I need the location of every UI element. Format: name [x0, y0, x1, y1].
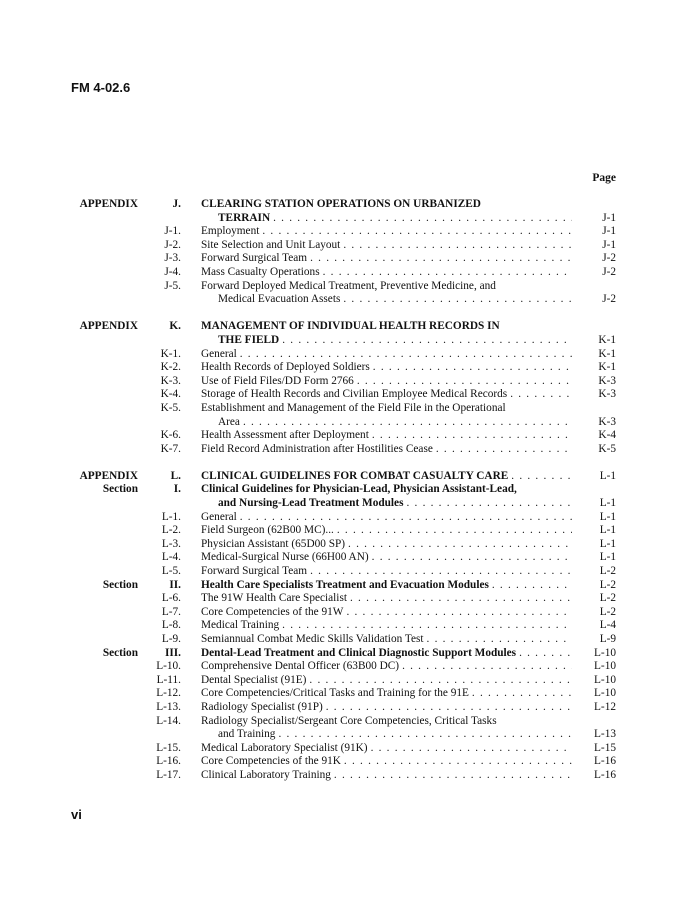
toc-entry-row [0, 375, 698, 389]
toc-title-text: Forward Surgical Team [201, 252, 308, 265]
toc-entry-title [218, 416, 572, 430]
toc-entry-number: L-7. [161, 605, 181, 618]
toc-entry-number: L-17. [156, 768, 181, 781]
toc-title-text: Establishment and Management of the Field File in the Operational [201, 401, 506, 414]
toc-entry-row [0, 742, 698, 756]
toc-title-text: THE FIELD [218, 333, 280, 346]
toc-entry-title [201, 388, 572, 402]
toc-title-text: Storage of Health Records and Civilian Employee Medical Records [201, 388, 508, 401]
toc-title-text: Medical Evacuation Assets [218, 293, 341, 306]
toc-entry-number: L-8. [161, 619, 181, 632]
toc-dot-leader [427, 633, 572, 647]
toc-title-text: Mass Casualty Operations [201, 265, 320, 278]
toc-entry-number: II. [169, 578, 181, 591]
toc-entry-number: III. [164, 646, 181, 659]
toc-title-text: Area [218, 415, 240, 428]
toc-entry-title [201, 769, 572, 783]
toc-dot-leader [519, 647, 572, 661]
toc-title-text: Physician Assistant (65D00 SP) [201, 537, 346, 550]
toc-page-ref: L-10 [594, 673, 616, 686]
toc-entry-title [201, 592, 572, 606]
toc-division-label: APPENDIX [79, 469, 138, 482]
toc-entry-number: K-2. [160, 361, 181, 374]
toc-heading-row [0, 470, 698, 484]
toc-title-text: CLEARING STATION OPERATIONS ON URBANIZED [201, 198, 481, 210]
toc-heading-row [0, 647, 698, 661]
toc-page-ref: K-1 [598, 361, 616, 374]
toc-entry-number: L-11. [156, 673, 181, 686]
toc-entry-number: L-1. [161, 510, 181, 523]
toc-page-ref: L-1 [599, 497, 616, 510]
toc-entry-title [201, 225, 572, 239]
toc-heading-row [0, 497, 698, 511]
toc-title-text: General [201, 510, 237, 523]
toc-heading-row [0, 334, 698, 348]
toc-title-text: Health Records of Deployed Soldiers [201, 361, 370, 374]
toc-title-text: Use of Field Files/DD Form 2766 [201, 374, 354, 387]
toc-title-text: Clinical Laboratory Training [201, 768, 331, 781]
toc-title-text: Core Competencies of the 91K [201, 755, 341, 768]
toc-dot-leader [240, 348, 572, 362]
toc-entry-row [0, 728, 698, 742]
toc-title-text: Dental Specialist (91E) [201, 673, 307, 686]
toc-entry-title [201, 551, 572, 565]
toc-dot-leader [334, 769, 572, 783]
toc-entry-row [0, 769, 698, 783]
toc-page-ref: J-1 [602, 238, 616, 251]
toc-page-ref: K-3 [598, 374, 616, 387]
toc-entry-row [0, 280, 698, 294]
toc-entry-row [0, 619, 698, 633]
toc-page-ref: L-1 [599, 510, 616, 523]
toc-page-ref: L-1 [599, 524, 616, 537]
toc-entry-title [201, 511, 572, 525]
toc-entry-title [201, 470, 572, 484]
toc-dot-leader [402, 660, 572, 674]
toc-page-ref: K-3 [598, 415, 616, 428]
toc-entry-row [0, 416, 698, 430]
toc-entry-title [201, 443, 572, 457]
toc-entry-row [0, 293, 698, 307]
toc-entry-row [0, 551, 698, 565]
toc-entry-row [0, 687, 698, 701]
toc-entry-number: L-2. [161, 524, 181, 537]
toc-dot-leader [323, 266, 572, 280]
toc-entry-title [201, 239, 572, 253]
toc-entry-title [201, 348, 572, 362]
toc-division-label: Section [102, 483, 138, 496]
toc-title-text: and Nursing-Lead Treatment Modules [218, 497, 404, 510]
toc-dot-leader [344, 755, 572, 769]
toc-title-text: MANAGEMENT OF INDIVIDUAL HEALTH RECORDS IN [201, 320, 500, 333]
toc-page-ref: L-16 [594, 755, 616, 768]
toc-page-ref: L-2 [599, 592, 616, 605]
toc-entry-number: L. [170, 469, 181, 482]
toc-page-ref: J-2 [602, 265, 616, 278]
toc-title-text: Employment [201, 225, 260, 238]
toc-entry-title [218, 497, 572, 511]
toc-page-ref: L-1 [599, 551, 616, 564]
page-number: vi [71, 807, 82, 822]
table-of-contents [0, 198, 698, 783]
toc-entry-number: J-3. [164, 252, 181, 265]
toc-entry-title [201, 524, 572, 538]
toc-title-text: Forward Deployed Medical Treatment, Preventive Medicine, and [201, 279, 496, 292]
toc-entry-number: L-4. [161, 551, 181, 564]
toc-entry-number: L-3. [161, 537, 181, 550]
toc-entry-number: L-6. [161, 592, 181, 605]
toc-entry-number: L-10. [156, 660, 181, 673]
toc-entry-row [0, 701, 698, 715]
toc-entry-row [0, 538, 698, 552]
toc-title-text: Radiology Specialist/Sergeant Core Competencies, Critical Tasks [201, 714, 497, 727]
toc-entry-row [0, 511, 698, 525]
toc-title-text: Medical Laboratory Specialist (91K) [201, 741, 368, 754]
toc-entry-row [0, 252, 698, 266]
toc-entry-number: L-15. [156, 741, 181, 754]
page-column-heading: Page [592, 172, 616, 184]
toc-entry-number: L-13. [156, 700, 181, 713]
toc-entry-row [0, 348, 698, 362]
toc-dot-leader [337, 524, 572, 538]
toc-page-ref: L-2 [599, 578, 616, 591]
toc-title-text: CLINICAL GUIDELINES FOR COMBAT CASUALTY CARE [201, 469, 509, 482]
toc-entry-row [0, 239, 698, 253]
toc-title-text: Site Selection and Unit Layout [201, 238, 341, 251]
toc-entry-title [201, 687, 572, 701]
toc-page-ref: L-2 [599, 565, 616, 578]
toc-division-label: APPENDIX [79, 320, 138, 333]
toc-page-ref: L-15 [594, 741, 616, 754]
toc-entry-title [201, 320, 572, 334]
toc-spacer [0, 456, 698, 470]
toc-entry-row [0, 361, 698, 375]
toc-dot-leader [472, 687, 572, 701]
toc-entry-number: K. [169, 320, 181, 333]
toc-entry-number: J. [172, 198, 181, 210]
toc-title-text: Comprehensive Dental Officer (63B00 DC) [201, 660, 400, 673]
toc-entry-title [201, 361, 572, 375]
toc-entry-title [201, 266, 572, 280]
toc-heading-row [0, 198, 698, 212]
toc-entry-number: L-9. [161, 633, 181, 645]
toc-dot-leader [262, 225, 572, 239]
toc-division-label: Section [102, 646, 138, 659]
toc-entry-number: L-14. [156, 714, 181, 727]
toc-dot-leader [373, 361, 572, 375]
toc-entry-title [201, 674, 572, 688]
toc-page-ref: J-1 [602, 211, 616, 224]
toc-entry-number: K-7. [160, 442, 181, 455]
toc-entry-title [201, 660, 572, 674]
toc-dot-leader [346, 606, 572, 620]
toc-entry-title [201, 252, 572, 266]
toc-entry-number: J-5. [164, 279, 181, 292]
toc-title-text: Semiannual Combat Medic Skills Validation Test [201, 633, 424, 645]
toc-entry-title [201, 538, 572, 552]
toc-dot-leader [510, 388, 572, 402]
toc-entry-number: J-1. [164, 225, 181, 238]
toc-page-ref: L-4 [599, 619, 616, 632]
toc-dot-leader [310, 565, 572, 579]
toc-entry-title [201, 633, 572, 647]
toc-entry-row [0, 266, 698, 280]
toc-entry-title [201, 715, 572, 729]
toc-dot-leader [436, 443, 572, 457]
toc-entry-number: K-3. [160, 374, 181, 387]
toc-page-ref: L-12 [594, 700, 616, 713]
toc-entry-row [0, 388, 698, 402]
toc-entry-title [201, 701, 572, 715]
toc-page-ref: K-1 [598, 333, 616, 346]
toc-entry-row [0, 715, 698, 729]
toc-title-text: Medical-Surgical Nurse (66H00 AN) [201, 551, 369, 564]
toc-dot-leader [282, 619, 572, 633]
toc-entry-title [201, 429, 572, 443]
toc-dot-leader [511, 470, 572, 484]
toc-entry-number: L-12. [156, 687, 181, 700]
toc-dot-leader [348, 538, 572, 552]
toc-dot-leader [372, 551, 572, 565]
running-header: FM 4-02.6 [71, 80, 131, 95]
toc-page-ref: J-2 [602, 252, 616, 265]
toc-page-ref: L-16 [594, 768, 616, 781]
toc-entry-title [201, 483, 572, 497]
toc-entry-title [201, 280, 572, 294]
toc-dot-leader [243, 416, 572, 430]
toc-entry-title [201, 579, 572, 593]
toc-entry-title [201, 565, 572, 579]
toc-title-text: Radiology Specialist (91P) [201, 700, 323, 713]
toc-entry-number: K-6. [160, 429, 181, 442]
toc-entry-title [201, 606, 572, 620]
toc-entry-row [0, 429, 698, 443]
toc-dot-leader [240, 511, 572, 525]
toc-entry-title [218, 334, 572, 348]
toc-page-ref: J-1 [602, 225, 616, 238]
toc-dot-leader [350, 592, 572, 606]
toc-title-text: Clinical Guidelines for Physician-Lead, Physician Assistant-Lead, [201, 483, 517, 496]
toc-entry-number: L-5. [161, 565, 181, 578]
toc-dot-leader [326, 701, 572, 715]
toc-dot-leader [282, 334, 572, 348]
toc-entry-number: K-5. [160, 401, 181, 414]
toc-entry-title [201, 647, 572, 661]
toc-heading-row [0, 579, 698, 593]
toc-dot-leader [309, 674, 572, 688]
toc-dot-leader [278, 728, 572, 742]
toc-entry-title [201, 742, 572, 756]
toc-title-text: General [201, 347, 237, 360]
toc-entry-number: K-1. [160, 347, 181, 360]
toc-dot-leader [406, 497, 572, 511]
toc-page-ref: K-4 [598, 429, 616, 442]
toc-heading-row [0, 212, 698, 226]
toc-dot-leader [357, 375, 572, 389]
toc-entry-title [218, 728, 572, 742]
toc-entry-number: L-16. [156, 755, 181, 768]
toc-heading-row [0, 320, 698, 334]
toc-division-label: Section [102, 578, 138, 591]
toc-title-text: and Training [218, 728, 276, 741]
toc-title-text: Field Record Administration after Hostilities Cease [201, 442, 433, 455]
toc-entry-row [0, 225, 698, 239]
toc-page-ref: L-10 [594, 660, 616, 673]
toc-title-text: Medical Training [201, 619, 280, 632]
toc-page-ref: L-10 [594, 687, 616, 700]
toc-entry-title [201, 755, 572, 769]
toc-entry-title [218, 212, 572, 226]
toc-entry-title [201, 198, 572, 212]
toc-entry-title [201, 375, 572, 389]
toc-entry-row [0, 633, 698, 647]
toc-entry-row [0, 402, 698, 416]
toc-entry-row [0, 674, 698, 688]
toc-entry-number: J-2. [164, 238, 181, 251]
toc-page-ref: K-1 [598, 347, 616, 360]
toc-dot-leader [492, 579, 572, 593]
toc-page-ref: L-13 [594, 728, 616, 741]
toc-page-ref: J-2 [602, 293, 616, 306]
toc-entry-title [201, 402, 572, 416]
toc-entry-row [0, 660, 698, 674]
toc-division-label: APPENDIX [79, 198, 138, 210]
toc-dot-leader [371, 742, 572, 756]
toc-title-text: Health Care Specialists Treatment and Evacuation Modules [201, 578, 489, 591]
toc-heading-row [0, 483, 698, 497]
toc-page-ref: K-5 [598, 442, 616, 455]
toc-page-ref: L-1 [599, 537, 616, 550]
toc-title-text: Dental-Lead Treatment and Clinical Diagnostic Support Modules [201, 646, 517, 659]
toc-dot-leader [273, 212, 572, 226]
toc-title-text: Core Competencies/Critical Tasks and Training for the 91E [201, 687, 469, 700]
toc-entry-row [0, 606, 698, 620]
toc-title-text: Health Assessment after Deployment [201, 429, 369, 442]
toc-dot-leader [343, 293, 572, 307]
toc-title-text: TERRAIN [218, 211, 271, 224]
toc-page-ref: K-3 [598, 388, 616, 401]
toc-entry-title [201, 619, 572, 633]
toc-entry-row [0, 524, 698, 538]
toc-entry-number: J-4. [164, 265, 181, 278]
toc-title-text: The 91W Health Care Specialist [201, 592, 347, 605]
toc-entry-row [0, 755, 698, 769]
toc-page-ref: L-9 [599, 633, 616, 645]
toc-page-ref: L-10 [594, 646, 616, 659]
toc-page-ref: L-2 [599, 605, 616, 618]
toc-entry-number: K-4. [160, 388, 181, 401]
toc-title-text: Field Surgeon (62B00 MC)... [201, 524, 334, 537]
toc-entry-number: I. [173, 483, 181, 496]
toc-dot-leader [343, 239, 572, 253]
toc-spacer [0, 307, 698, 321]
toc-entry-row [0, 592, 698, 606]
toc-dot-leader [372, 429, 572, 443]
toc-title-text: Core Competencies of the 91W [201, 605, 344, 618]
toc-page-ref: L-1 [599, 469, 616, 482]
toc-entry-title [218, 293, 572, 307]
toc-entry-row [0, 443, 698, 457]
toc-title-text: Forward Surgical Team [201, 565, 308, 578]
toc-entry-row [0, 565, 698, 579]
toc-dot-leader [310, 252, 572, 266]
